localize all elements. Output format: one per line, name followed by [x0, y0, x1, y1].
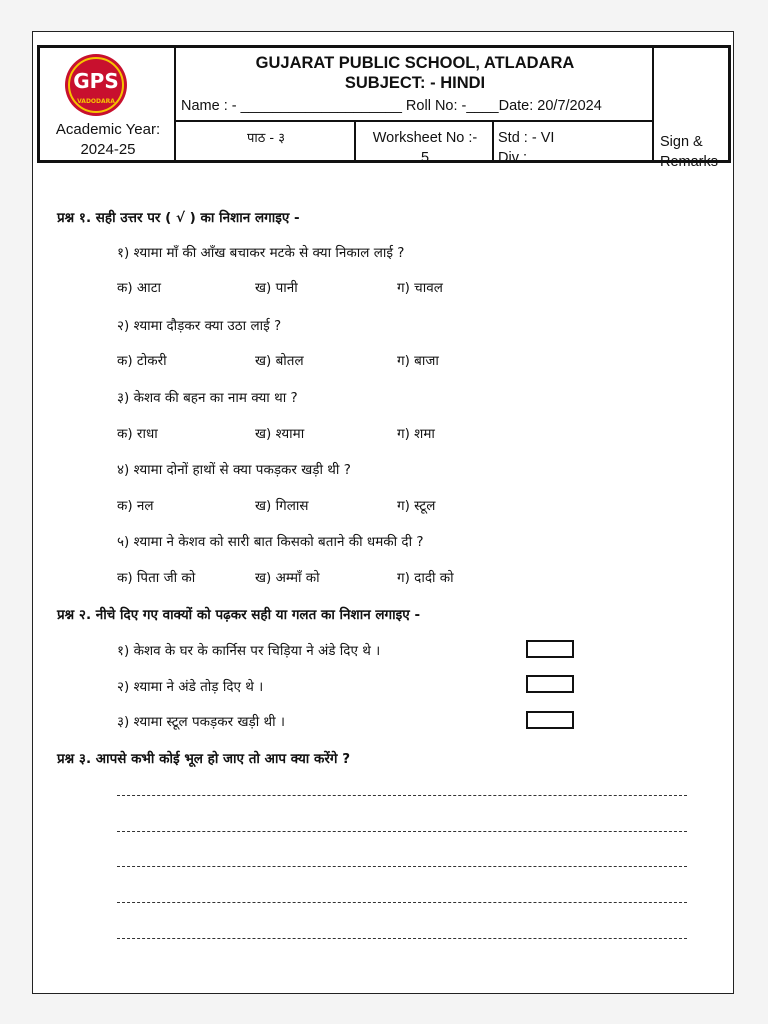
q1-option-a[interactable]: क) टोकरी: [117, 353, 167, 369]
div-label: Div :: [498, 150, 527, 166]
header-divider: [174, 120, 652, 122]
q1-option-c[interactable]: ग) बाजा: [397, 353, 439, 369]
sign-label: Sign &: [660, 134, 703, 150]
q1-option-a[interactable]: क) राधा: [117, 426, 158, 442]
answer-line[interactable]: [117, 938, 687, 939]
true-false-answer-box[interactable]: [526, 711, 574, 729]
worksheet-header: [37, 45, 731, 170]
question-2-title: प्रश्न २. नीचे दिए गए वाक्यों को पढ़कर सही या गलत का निशान लगाइए -: [57, 607, 421, 623]
q1-option-c[interactable]: ग) चावल: [397, 280, 443, 296]
true-false-answer-box[interactable]: [526, 640, 574, 658]
q1-option-c[interactable]: ग) स्टूल: [397, 498, 436, 514]
std-div: [498, 128, 648, 168]
q1-option-b[interactable]: ख) पानी: [255, 280, 298, 296]
logo-text: GPS: [73, 69, 119, 93]
remarks-label: Remarks: [660, 154, 719, 170]
sign-remarks: [660, 132, 732, 172]
worksheet-value: 5: [420, 150, 430, 166]
q1-option-a[interactable]: क) पिता जी को: [117, 570, 196, 586]
q1-question: १) श्यामा माँ की आँख बचाकर मटके से क्या निकाल लाई ?: [117, 245, 405, 261]
q1-option-a[interactable]: क) आटा: [117, 280, 162, 296]
q1-question: ५) श्यामा ने केशव को सारी बात किसको बताने की धमकी दी ?: [117, 534, 424, 550]
question-1-title: प्रश्न १. सही उत्तर पर ( √ ) का निशान लगाइए -: [57, 210, 300, 226]
q1-option-b[interactable]: ख) श्यामा: [255, 426, 305, 442]
worksheet-number: [358, 128, 492, 168]
header-title: [176, 53, 654, 93]
school-logo: [64, 53, 128, 117]
q1-option-b[interactable]: ख) बोतल: [255, 353, 304, 369]
q2-statement: ३) श्यामा स्टूल पकड़कर खड़ी थी ।: [117, 714, 286, 730]
answer-line[interactable]: [117, 902, 687, 903]
answer-line[interactable]: [117, 795, 687, 796]
q1-option-b[interactable]: ख) अम्माँ को: [255, 570, 320, 586]
q2-statement: १) केशव के घर के कार्निस पर चिड़िया ने अंडे दिए थे ।: [117, 643, 381, 659]
header-divider: [492, 120, 494, 160]
q1-option-c[interactable]: ग) दादी को: [397, 570, 454, 586]
lesson-label: पाठ - ३: [246, 131, 286, 146]
subject-title: SUBJECT: - HINDI: [344, 74, 486, 92]
std-label: Std : - VI: [498, 130, 555, 146]
q1-question: २) श्यामा दौड़कर क्या उठा लाई ?: [117, 318, 282, 334]
school-name: GUJARAT PUBLIC SCHOOL, ATLADARA: [255, 54, 575, 72]
q1-option-c[interactable]: ग) शमा: [397, 426, 435, 442]
answer-line[interactable]: [117, 866, 687, 867]
worksheet-page: [32, 31, 734, 994]
academic-year: [40, 120, 176, 160]
answer-line[interactable]: [117, 831, 687, 832]
logo-subtext: VADODARA: [77, 98, 115, 105]
q1-option-b[interactable]: ख) गिलास: [255, 498, 309, 514]
question-3-title: प्रश्न ३. आपसे कभी कोई भूल हो जाए तो आप क्या करेंगे ?: [57, 751, 351, 767]
q1-question: ३) केशव की बहन का नाम क्या था ?: [117, 390, 298, 406]
true-false-answer-box[interactable]: [526, 675, 574, 693]
q1-question: ४) श्यामा दोनों हाथों से क्या पकड़कर खड़ी थी ?: [117, 462, 351, 478]
q2-statement: २) श्यामा ने अंडे तोड़ दिए थे ।: [117, 679, 264, 695]
name-rollno-date-line: Name : - ____________________ Roll No: -____Date: 20/7/2024: [181, 98, 602, 114]
academic-year-label: Academic Year:: [55, 121, 161, 138]
worksheet-label: Worksheet No :-: [372, 130, 478, 146]
academic-year-value: 2024-25: [80, 141, 136, 158]
q1-option-a[interactable]: क) नल: [117, 498, 154, 514]
